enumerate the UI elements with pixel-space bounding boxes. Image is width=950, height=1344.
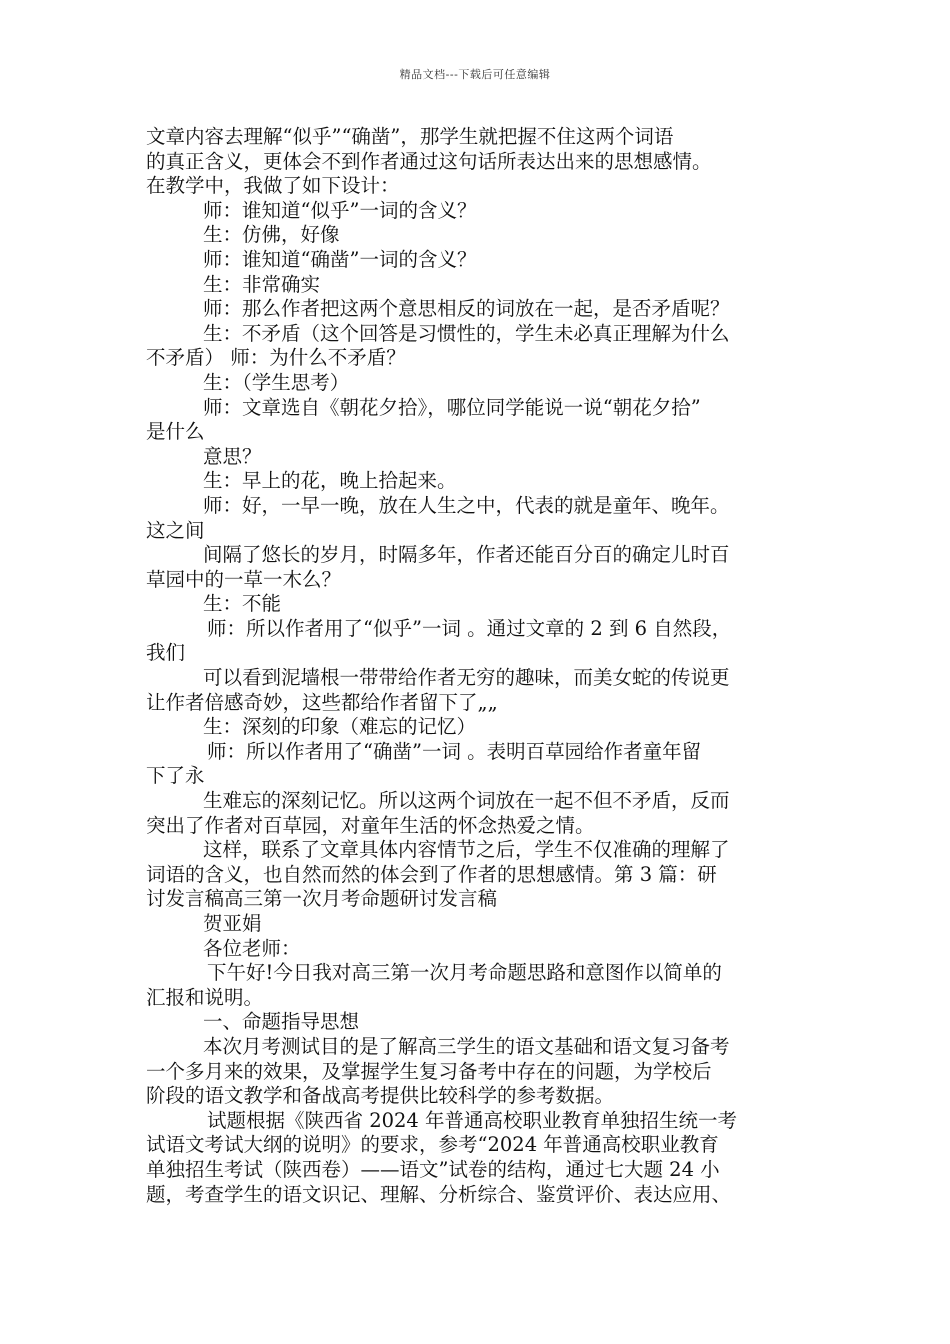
text-line: 文章内容去理解“似乎”“确凿”，那学生就把握不住这两个词语 [146, 125, 674, 148]
document-body [146, 125, 816, 1207]
text-line: 师：好，一早一晚，放在人生之中，代表的就是童年、晚年。 [203, 493, 730, 517]
text-line: 这样，联系了文章具体内容情节之后，学生不仅准确的理解了 [203, 838, 730, 862]
page-header: 精品文档---下载后可任意编辑 [399, 68, 551, 81]
text-line: 师：所以作者用了“似乎”一词 。通过文章的 2 到 6 自然段， [207, 616, 732, 640]
text-line: 各位老师： [203, 936, 301, 960]
text-line: 师：那么作者把这两个意思相反的词放在一起，是否矛盾呢？ [203, 297, 730, 321]
text-line: 单独招生考试（陕西卷）——语文”试卷的结构，通过七大题 24 小 [146, 1157, 720, 1181]
text-line: 生：非常确实 [203, 272, 321, 296]
text-line: 师：文章选自《朝花夕拾》，哪位同学能说一说“朝花夕拾” [203, 395, 701, 419]
text-line: 讨发言稿高三第一次月考命题研讨发言稿 [146, 887, 498, 911]
text-line: 下了永 [146, 764, 205, 788]
text-line: 可以看到泥墙根一带带给作者无穷的趣味，而美女蛇的传说更 [203, 666, 730, 690]
text-line: 题，考查学生的语文识记、理解、分析综合、鉴赏评价、表达应用、 [146, 1182, 732, 1206]
text-line: 在教学中，我做了如下设计： [146, 174, 400, 198]
text-line: 汇报和说明。 [146, 985, 264, 1009]
text-line: 突出了作者对百草园，对童年生活的怀念热爱之情。 [146, 813, 595, 837]
text-line: 师：谁知道“确凿”一词的含义？ [203, 247, 477, 271]
text-line: 让作者倍感奇妙，这些都给作者留下了„„ [146, 690, 498, 714]
text-line: 师：所以作者用了“确凿”一词 。表明百草园给作者童年留 [207, 739, 702, 763]
text-line: 下午好!今日我对高三第一次月考命题思路和意图作以简单的 [207, 961, 722, 985]
text-line: 试语文考试大纲的说明》的要求，参考“2024 年普通高校职业教育 [146, 1133, 719, 1157]
text-line: 一个多月来的效果，及掌握学生复习备考中存在的问题，为学校后 [146, 1059, 712, 1083]
text-line: 生：仿佛，好像 [203, 223, 340, 247]
text-line: 是什么 [146, 420, 205, 444]
text-line: 我们 [146, 641, 186, 665]
text-line: 一、命题指导思想 [203, 1010, 360, 1034]
text-line: 词语的含义，也自然而然的体会到了作者的思想感情。第 3 篇：研 [146, 862, 717, 886]
text-line: 贺亚娟 [203, 912, 262, 935]
text-line: 间隔了悠长的岁月，时隔多年，作者还能百分百的确定儿时百 [203, 543, 730, 567]
text-line: 试题根据《陕西省 2024 年普通高校职业教育单独招生统一考 [207, 1108, 738, 1132]
text-line: 生：早上的花，晚上拾起来。 [203, 469, 457, 493]
text-line: 师：谁知道“似乎”一词的含义？ [203, 198, 477, 222]
text-line: 的真正含义，更体会不到作者通过这句话所表达出来的思想感情。 [146, 149, 712, 173]
text-line: 生：（学生思考） [203, 370, 350, 394]
text-line: 生：不矛盾（这个回答是习惯性的，学生未必真正理解为什么 [203, 321, 730, 345]
text-line: 生：不能 [203, 592, 282, 616]
text-line: 草园中的一草一木么？ [146, 567, 342, 591]
text-line: 阶段的语文教学和备战高考提供比较科学的参考数据。 [146, 1084, 615, 1108]
text-line: 生难忘的深刻记忆。所以这两个词放在一起不但不矛盾，反而 [203, 789, 730, 813]
text-line: 本次月考测试目的是了解高三学生的语文基础和语文复习备考 [203, 1034, 730, 1058]
text-line: 意思？ [203, 444, 262, 468]
text-line: 生：深刻的印象（难忘的记忆） [203, 715, 477, 739]
text-line: 不矛盾） 师：为什么不矛盾？ [146, 346, 406, 370]
text-line: 这之间 [146, 518, 205, 542]
